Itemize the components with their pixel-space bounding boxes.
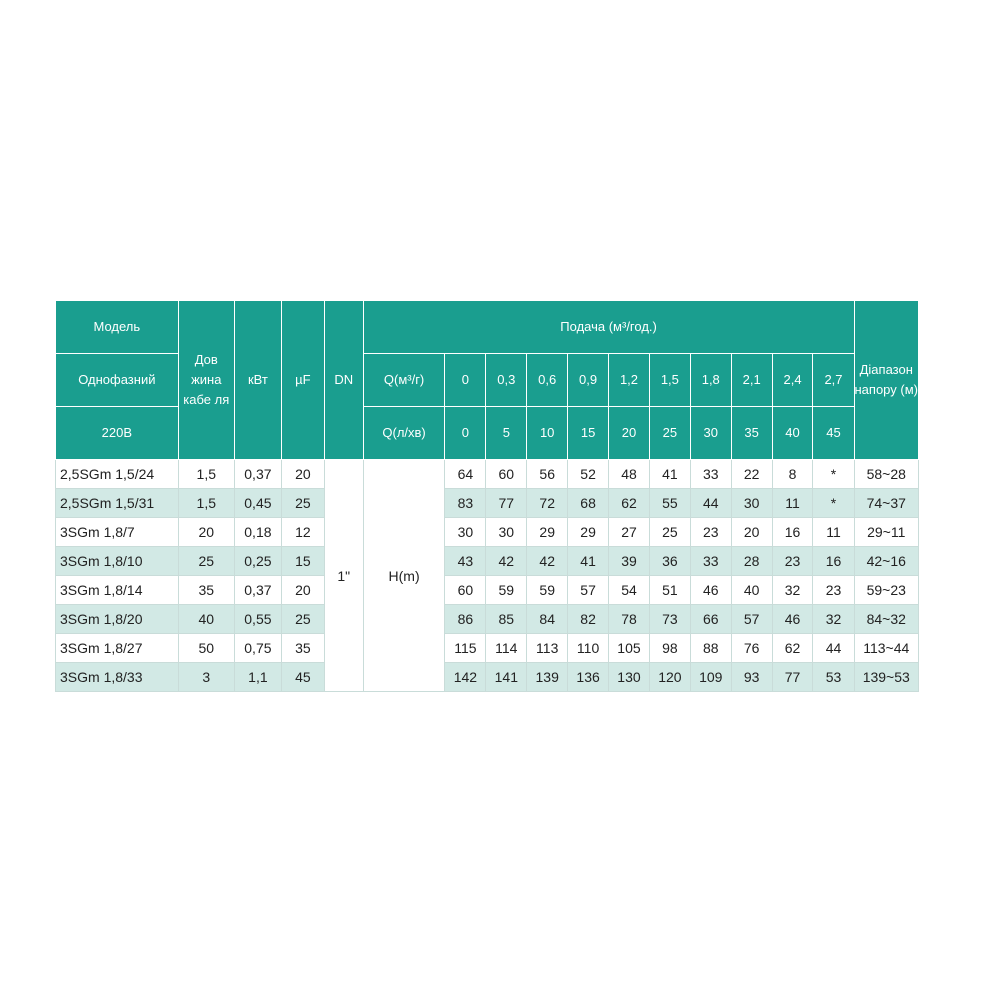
q-lmin-value: 30 <box>690 407 731 460</box>
head-value-cell: 23 <box>772 547 813 576</box>
head-range-cell: 74~37 <box>854 489 919 518</box>
head-value-cell: 48 <box>609 460 650 489</box>
table-row <box>56 663 919 692</box>
q-lmin-value: 20 <box>609 407 650 460</box>
head-value-cell: 36 <box>649 547 690 576</box>
pump-spec-table <box>55 300 919 692</box>
power-cell: 1,1 <box>234 663 281 692</box>
header-q-lmin-label: Q(л/хв) <box>363 407 445 460</box>
q-m3-value: 1,8 <box>690 354 731 407</box>
head-value-cell: 120 <box>649 663 690 692</box>
table-row <box>56 518 919 547</box>
head-value-cell: 98 <box>649 634 690 663</box>
head-range-cell: 58~28 <box>854 460 919 489</box>
head-value-cell: 22 <box>731 460 772 489</box>
model-cell: 3SGm 1,8/20 <box>56 605 179 634</box>
head-value-cell: 40 <box>731 576 772 605</box>
q-lmin-value: 45 <box>813 407 854 460</box>
cable-length-cell: 1,5 <box>178 489 234 518</box>
head-value-cell: 110 <box>568 634 609 663</box>
q-lmin-value: 0 <box>445 407 486 460</box>
q-m3-value: 0,9 <box>568 354 609 407</box>
head-value-cell: 57 <box>568 576 609 605</box>
head-value-cell: 68 <box>568 489 609 518</box>
table-row <box>56 634 919 663</box>
head-value-cell: 115 <box>445 634 486 663</box>
head-value-cell: 46 <box>690 576 731 605</box>
head-value-cell: 51 <box>649 576 690 605</box>
cable-length-cell: 3 <box>178 663 234 692</box>
table-row <box>56 460 919 489</box>
cable-length-cell: 1,5 <box>178 460 234 489</box>
q-lmin-value: 5 <box>486 407 527 460</box>
head-range-cell: 139~53 <box>854 663 919 692</box>
head-value-cell: 8 <box>772 460 813 489</box>
capacitor-cell: 20 <box>281 460 324 489</box>
model-cell: 3SGm 1,8/7 <box>56 518 179 547</box>
head-value-cell: 105 <box>609 634 650 663</box>
head-value-cell: 60 <box>486 460 527 489</box>
head-value-cell: 114 <box>486 634 527 663</box>
head-value-cell: 86 <box>445 605 486 634</box>
head-value-cell: 76 <box>731 634 772 663</box>
model-cell: 3SGm 1,8/14 <box>56 576 179 605</box>
q-lmin-value: 40 <box>772 407 813 460</box>
head-value-cell: 41 <box>568 547 609 576</box>
q-m3-value: 2,1 <box>731 354 772 407</box>
power-cell: 0,37 <box>234 460 281 489</box>
header-flow-title: Подача (м³/год.) <box>363 301 854 354</box>
model-cell: 3SGm 1,8/33 <box>56 663 179 692</box>
head-value-cell: 73 <box>649 605 690 634</box>
head-value-cell: 59 <box>486 576 527 605</box>
power-cell: 0,45 <box>234 489 281 518</box>
head-value-cell: 84 <box>527 605 568 634</box>
model-cell: 2,5SGm 1,5/31 <box>56 489 179 518</box>
head-value-cell: 82 <box>568 605 609 634</box>
capacitor-cell: 45 <box>281 663 324 692</box>
head-range-cell: 84~32 <box>854 605 919 634</box>
table-body <box>56 460 919 692</box>
head-value-cell: 42 <box>486 547 527 576</box>
q-lmin-value: 15 <box>568 407 609 460</box>
model-cell: 3SGm 1,8/10 <box>56 547 179 576</box>
head-value-cell: 77 <box>772 663 813 692</box>
header-model-phase: Однофазний <box>56 354 179 407</box>
head-value-cell: 30 <box>445 518 486 547</box>
q-m3-value: 1,2 <box>609 354 650 407</box>
capacitor-cell: 25 <box>281 605 324 634</box>
head-value-cell: 32 <box>813 605 854 634</box>
head-range-cell: 29~11 <box>854 518 919 547</box>
q-m3-value: 0 <box>445 354 486 407</box>
head-value-cell: 11 <box>772 489 813 518</box>
cable-length-cell: 50 <box>178 634 234 663</box>
head-value-cell: 23 <box>813 576 854 605</box>
head-value-cell: 25 <box>649 518 690 547</box>
table-row <box>56 489 919 518</box>
head-range-cell: 113~44 <box>854 634 919 663</box>
head-value-cell: 16 <box>772 518 813 547</box>
head-value-cell: 64 <box>445 460 486 489</box>
cable-length-cell: 40 <box>178 605 234 634</box>
power-cell: 0,55 <box>234 605 281 634</box>
head-value-cell: 93 <box>731 663 772 692</box>
head-value-cell: 39 <box>609 547 650 576</box>
table-row <box>56 547 919 576</box>
head-value-cell: * <box>813 460 854 489</box>
capacitor-cell: 25 <box>281 489 324 518</box>
model-cell: 2,5SGm 1,5/24 <box>56 460 179 489</box>
head-value-cell: 32 <box>772 576 813 605</box>
head-value-cell: * <box>813 489 854 518</box>
header-head-range: Діапазон напору (м) <box>854 301 919 460</box>
head-value-cell: 113 <box>527 634 568 663</box>
q-lmin-value: 10 <box>527 407 568 460</box>
head-value-cell: 62 <box>609 489 650 518</box>
cable-length-cell: 20 <box>178 518 234 547</box>
head-value-cell: 30 <box>486 518 527 547</box>
head-value-cell: 83 <box>445 489 486 518</box>
head-value-cell: 27 <box>609 518 650 547</box>
cable-length-cell: 35 <box>178 576 234 605</box>
model-cell: 3SGm 1,8/27 <box>56 634 179 663</box>
head-value-cell: 77 <box>486 489 527 518</box>
header-model: Модель <box>56 301 179 354</box>
head-value-cell: 52 <box>568 460 609 489</box>
head-range-cell: 42~16 <box>854 547 919 576</box>
power-cell: 0,25 <box>234 547 281 576</box>
head-range-cell: 59~23 <box>854 576 919 605</box>
head-value-cell: 88 <box>690 634 731 663</box>
head-value-cell: 141 <box>486 663 527 692</box>
head-value-cell: 43 <box>445 547 486 576</box>
head-value-cell: 28 <box>731 547 772 576</box>
power-cell: 0,18 <box>234 518 281 547</box>
head-value-cell: 44 <box>813 634 854 663</box>
head-value-cell: 78 <box>609 605 650 634</box>
head-label-cell: H(m) <box>363 460 445 692</box>
power-cell: 0,75 <box>234 634 281 663</box>
q-m3-value: 2,4 <box>772 354 813 407</box>
head-value-cell: 109 <box>690 663 731 692</box>
capacitor-cell: 35 <box>281 634 324 663</box>
head-value-cell: 130 <box>609 663 650 692</box>
head-value-cell: 59 <box>527 576 568 605</box>
head-value-cell: 60 <box>445 576 486 605</box>
head-value-cell: 29 <box>568 518 609 547</box>
head-value-cell: 46 <box>772 605 813 634</box>
head-value-cell: 66 <box>690 605 731 634</box>
dn-value-cell: 1" <box>324 460 363 692</box>
head-value-cell: 29 <box>527 518 568 547</box>
header-capacitor-uf: µF <box>281 301 324 460</box>
header-power-kw: кВт <box>234 301 281 460</box>
q-lmin-value: 25 <box>649 407 690 460</box>
head-value-cell: 44 <box>690 489 731 518</box>
cable-length-cell: 25 <box>178 547 234 576</box>
q-lmin-value: 35 <box>731 407 772 460</box>
head-value-cell: 20 <box>731 518 772 547</box>
head-value-cell: 85 <box>486 605 527 634</box>
header-cable-length: Дов жина кабе ля <box>178 301 234 460</box>
capacitor-cell: 15 <box>281 547 324 576</box>
head-value-cell: 53 <box>813 663 854 692</box>
table-row <box>56 605 919 634</box>
header-dn: DN <box>324 301 363 460</box>
table-row <box>56 576 919 605</box>
power-cell: 0,37 <box>234 576 281 605</box>
q-m3-value: 0,6 <box>527 354 568 407</box>
head-value-cell: 62 <box>772 634 813 663</box>
head-value-cell: 30 <box>731 489 772 518</box>
q-m3-value: 0,3 <box>486 354 527 407</box>
head-value-cell: 23 <box>690 518 731 547</box>
head-value-cell: 41 <box>649 460 690 489</box>
head-value-cell: 16 <box>813 547 854 576</box>
header-model-voltage: 220В <box>56 407 179 460</box>
capacitor-cell: 12 <box>281 518 324 547</box>
q-m3-value: 1,5 <box>649 354 690 407</box>
head-value-cell: 54 <box>609 576 650 605</box>
header-q-m3-label: Q(м³/г) <box>363 354 445 407</box>
head-value-cell: 33 <box>690 460 731 489</box>
head-value-cell: 139 <box>527 663 568 692</box>
head-value-cell: 136 <box>568 663 609 692</box>
head-value-cell: 72 <box>527 489 568 518</box>
head-value-cell: 55 <box>649 489 690 518</box>
head-value-cell: 11 <box>813 518 854 547</box>
head-value-cell: 33 <box>690 547 731 576</box>
head-value-cell: 56 <box>527 460 568 489</box>
head-value-cell: 57 <box>731 605 772 634</box>
q-m3-value: 2,7 <box>813 354 854 407</box>
head-value-cell: 42 <box>527 547 568 576</box>
capacitor-cell: 20 <box>281 576 324 605</box>
head-value-cell: 142 <box>445 663 486 692</box>
